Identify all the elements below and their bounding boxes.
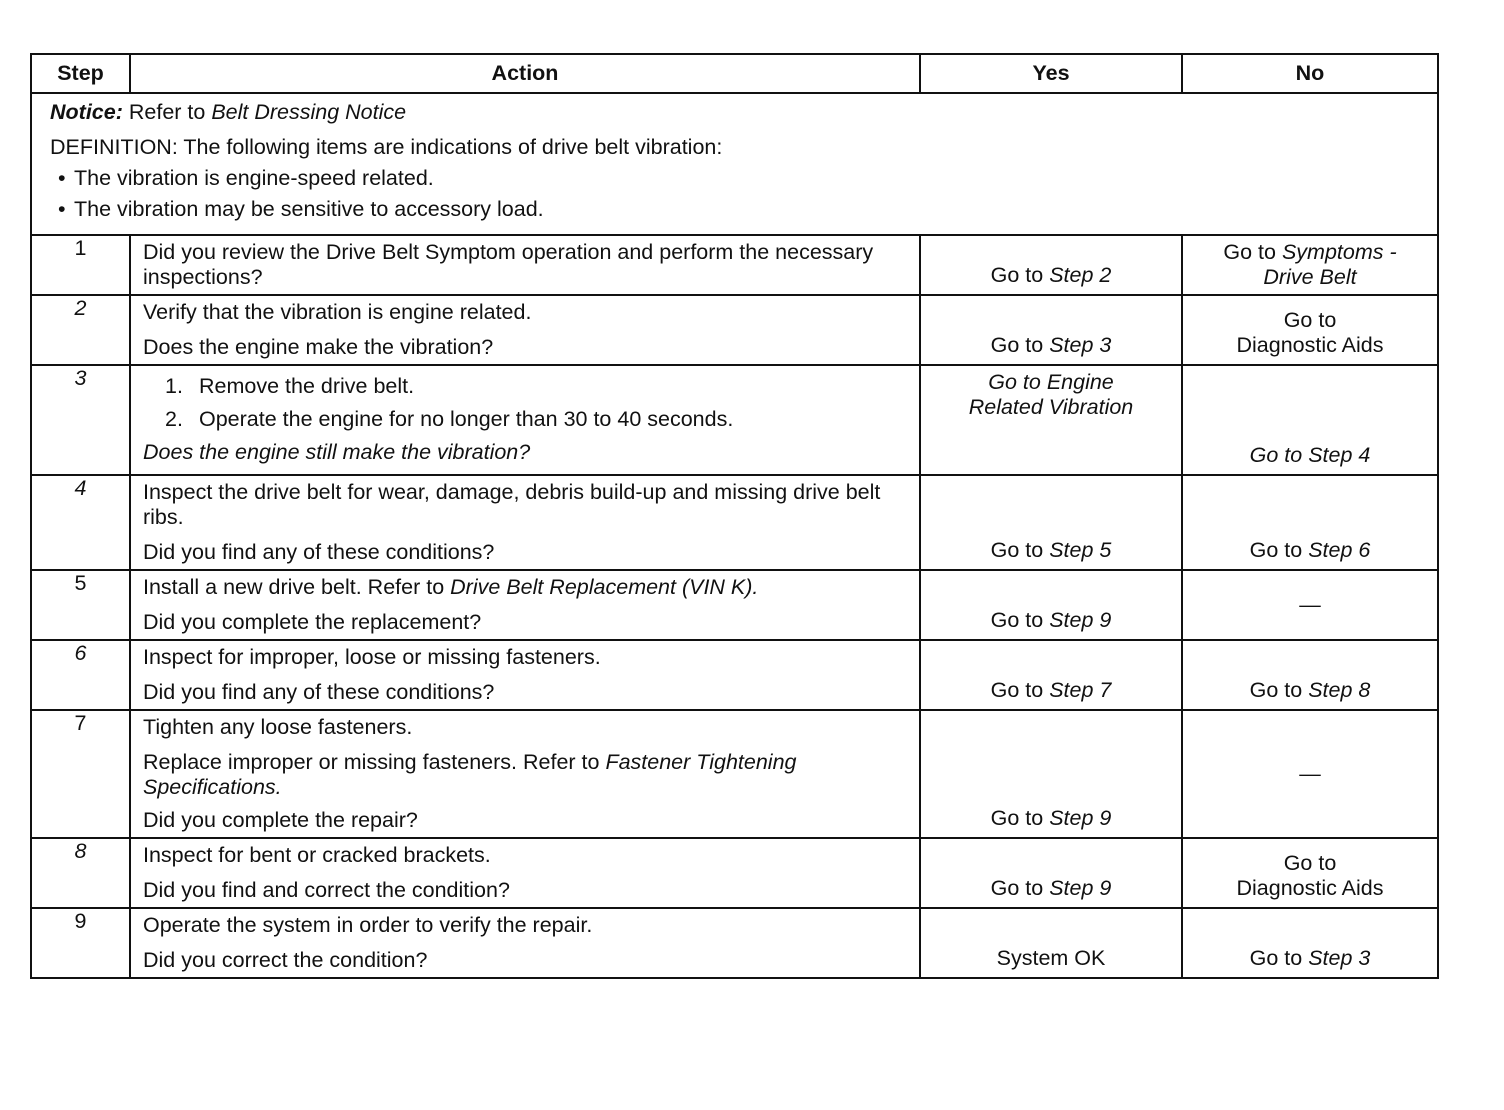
table-row [31,235,1438,295]
no-ref: Step 8 [1308,678,1371,702]
no-prefix: Go to [1249,678,1303,702]
definition-text: DEFINITION: The following items are indications of drive belt vibration: [50,135,723,159]
definition-bullet: • The vibration is engine-speed related. [50,166,1419,191]
yes-cell [920,838,1182,908]
yes-ref: Step 2 [1049,263,1112,287]
no-cell [1182,295,1438,365]
yes-prefix: Go to [990,876,1044,900]
action-text: Tighten any loose fasteners. [143,715,413,739]
action-cell [130,908,920,978]
header-step: Step [31,54,130,93]
table-row [31,570,1438,640]
action-question: Did you find any of these conditions? [143,680,495,704]
yes-cell [920,475,1182,570]
no-line1: Go to [1283,308,1337,332]
action-cell [130,295,920,365]
action-cell [130,710,920,838]
no-prefix: Go to [1249,443,1303,467]
action-text: Inspect the drive belt for wear, damage, debris build-up and missing drive belt ribs. [143,480,881,529]
no-prefix: Go to [1249,538,1303,562]
step-number: 8 [31,838,130,908]
no-ref: Step 6 [1308,538,1371,562]
list-item [143,407,907,432]
table-row [31,908,1438,978]
yes-cell [920,235,1182,295]
step-number: 3 [31,365,130,475]
no-ref: Symptoms - Drive Belt [1263,240,1397,289]
step-number: 4 [31,475,130,570]
step-number: 9 [31,908,130,978]
action-prefix: Replace improper or missing fasteners. Refer to [143,750,600,774]
action-question: Does the engine still make the vibration? [143,440,531,464]
action-cell [130,365,920,475]
no-ref: Step 3 [1308,946,1371,970]
yes-ref: Step 3 [1049,333,1112,357]
list-item [143,374,907,399]
yes-cell [920,640,1182,710]
definition-bullet: • The vibration may be sensitive to accessory load. [50,197,1419,222]
no-dash: — [1299,592,1321,617]
action-text: Operate the system in order to verify the repair. [143,913,593,937]
action-question: Did you correct the condition? [143,948,428,972]
no-dash: — [1299,761,1321,786]
action-cell [130,838,920,908]
table-row [31,710,1438,838]
no-cell [1182,475,1438,570]
no-ref: Step 4 [1308,443,1371,467]
notice-ref: Belt Dressing Notice [211,100,407,124]
no-prefix: Go to [1249,946,1303,970]
yes-ref: Engine Related Vibration [968,370,1134,419]
yes-prefix: Go to [990,538,1044,562]
list-number: 1. [165,374,183,398]
yes-prefix: Go to [988,370,1041,394]
action-question: Did you find and correct the condition? [143,878,510,902]
action-question: Did you complete the repair? [143,808,418,832]
yes-text: System OK [996,946,1106,970]
yes-cell [920,365,1182,475]
yes-prefix: Go to [990,806,1044,830]
no-cell [1182,365,1438,475]
yes-cell [920,570,1182,640]
notice-prefix: Refer to [128,100,206,124]
table-row [31,640,1438,710]
action-cell [130,570,920,640]
list-text: Remove the drive belt. [199,374,415,398]
header-row [31,54,1438,93]
action-question: Did you complete the replacement? [143,610,482,634]
step-number: 6 [31,640,130,710]
yes-cell [920,908,1182,978]
no-line2: Diagnostic Aids [1236,876,1384,900]
notice-cell [31,93,1438,235]
yes-ref: Step 9 [1049,608,1112,632]
action-text: Inspect for improper, loose or missing fasteners. [143,645,601,669]
no-cell [1182,710,1438,838]
step-number: 5 [31,570,130,640]
action-ref: Drive Belt Replacement (VIN K). [450,575,759,599]
list-number: 2. [165,407,183,431]
header-action: Action [130,54,920,93]
no-cell [1182,640,1438,710]
no-prefix: Go to [1223,240,1276,264]
action-ref: Fastener Tightening Specifications. [143,750,797,799]
action-cell [130,235,920,295]
header-no: No [1182,54,1438,93]
diagnostic-table [30,53,1439,979]
step-number: 1 [31,235,130,295]
yes-prefix: Go to [990,608,1044,632]
action-text [143,575,907,600]
list-text: Operate the engine for no longer than 30 to 40 seconds. [199,407,734,431]
no-cell [1182,235,1438,295]
no-line1: Go to [1283,851,1337,875]
action-question: Did you find any of these conditions? [143,540,495,564]
yes-cell [920,710,1182,838]
table-row [31,295,1438,365]
yes-prefix: Go to [990,333,1044,357]
yes-prefix: Go to [990,263,1044,287]
action-text: Verify that the vibration is engine related. [143,300,532,324]
action-text: Did you review the Drive Belt Symptom operation and perform the necessary inspections? [143,240,874,289]
yes-prefix: Go to [990,678,1044,702]
header-yes: Yes [920,54,1182,93]
no-cell [1182,570,1438,640]
table-row [31,475,1438,570]
step-number: 2 [31,295,130,365]
no-cell [1182,908,1438,978]
step-number: 7 [31,710,130,838]
yes-cell [920,295,1182,365]
notice-label: Notice: [50,100,123,124]
action-cell [130,640,920,710]
action-question: Does the engine make the vibration? [143,335,494,359]
yes-ref: Step 9 [1049,876,1112,900]
table-row [31,365,1438,475]
yes-ref: Step 9 [1049,806,1112,830]
action-prefix: Install a new drive belt. Refer to [143,575,445,599]
action-text: Inspect for bent or cracked brackets. [143,843,491,867]
yes-ref: Step 5 [1049,538,1112,562]
action-text [143,750,907,800]
no-cell [1182,838,1438,908]
no-line2: Diagnostic Aids [1236,333,1384,357]
yes-ref: Step 7 [1049,678,1112,702]
table-row [31,838,1438,908]
notice-row [31,93,1438,235]
action-cell [130,475,920,570]
